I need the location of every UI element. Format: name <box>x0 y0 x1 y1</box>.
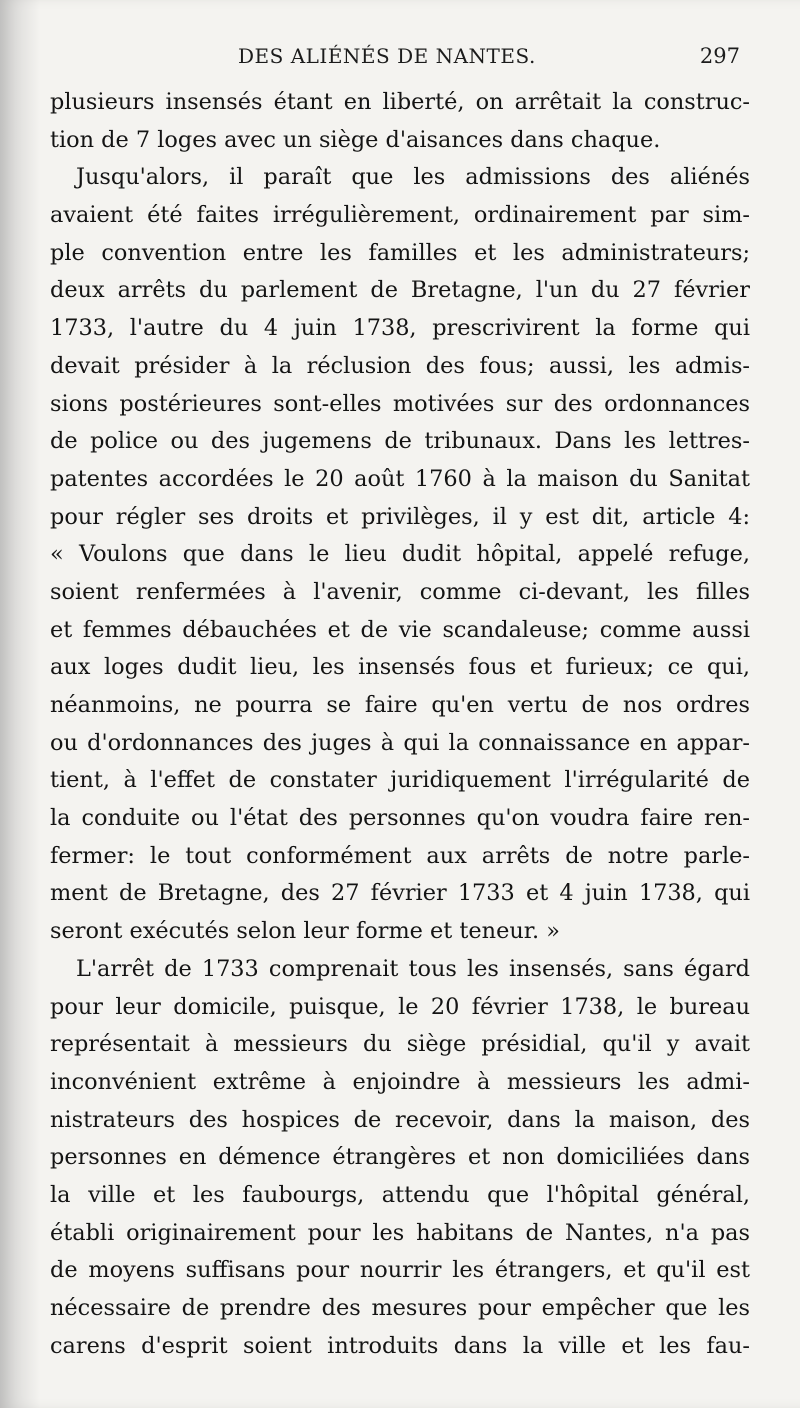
text-line: L'arrêt de 1733 comprenait tous les insensés, sans égard <box>76 955 750 982</box>
paragraph <box>50 159 750 950</box>
text-line: représentait à messieurs du siège présidial, qu'il y avait <box>50 1031 750 1058</box>
text-line: aux loges dudit lieu, les insensés fous et furieux; ce qui, <box>50 654 750 681</box>
text-line: néanmoins, ne pourra se faire qu'en vertu de nos ordres <box>50 692 750 718</box>
page-header <box>50 40 740 80</box>
paragraph <box>50 84 750 159</box>
text-line: soient renfermées à l'avenir, comme ci-devant, les filles <box>50 578 750 605</box>
text-line: pour régler ses droits et privilèges, il y est dit, article 4: <box>50 503 750 530</box>
text-line: carens d'esprit soient introduits dans la ville et les fau- <box>50 1332 750 1359</box>
text-line: 1733, l'autre du 4 juin 1738, prescrivirent la forme qui <box>50 315 750 342</box>
text-line: établi originairement pour les habitans de Nantes, n'a pas <box>50 1219 750 1246</box>
text-line: de police ou des jugemens de tribunaux. Dans les lettres- <box>50 428 750 455</box>
text-line: tion de 7 loges avec un siège d'aisances dans chaque. <box>50 126 661 153</box>
text-line: Jusqu'alors, il paraît que les admissions des aliénés <box>76 164 750 191</box>
page-number: 297 <box>699 44 740 68</box>
text-line: tient, à l'effet de constater juridiquement l'irrégularité de <box>50 767 750 794</box>
text-line: seront exécutés selon leur forme et teneur. » <box>50 918 560 945</box>
text-line: pour leur domicile, puisque, le 20 février 1738, le bureau <box>50 993 750 1020</box>
text-line: ple convention entre les familles et les administrateurs; <box>50 239 750 266</box>
text-line: ou d'ordonnances des juges à qui la connaissance en appar- <box>50 729 750 756</box>
text-line: plusieurs insensés étant en liberté, on arrêtait la construc- <box>50 89 750 115</box>
text-line: inconvénient extrême à enjoindre à messieurs les admi- <box>50 1068 750 1095</box>
text-line: patentes accordées le 20 août 1760 à la maison du Sanitat <box>50 465 750 492</box>
text-line: la conduite ou l'état des personnes qu'on voudra faire ren- <box>50 805 750 832</box>
body-text <box>50 84 750 1365</box>
text-line: sions postérieures sont-elles motivées sur des ordonnances <box>50 390 750 417</box>
text-line: avaient été faites irrégulièrement, ordinairement par sim- <box>50 202 750 229</box>
text-line: ment de Bretagne, des 27 février 1733 et 4 juin 1738, qui <box>50 880 750 907</box>
text-line: deux arrêts du parlement de Bretagne, l'un du 27 février <box>50 277 750 304</box>
text-line: nistrateurs des hospices de recevoir, dans la maison, des <box>50 1106 750 1133</box>
running-head: DES ALIÉNÉS DE NANTES. <box>238 44 536 68</box>
text-line: de moyens suffisans pour nourrir les étrangers, et qu'il est <box>50 1257 750 1284</box>
text-line: la ville et les faubourgs, attendu que l'hôpital général, <box>50 1181 750 1208</box>
text-line: fermer: le tout conformément aux arrêts de notre parle- <box>50 842 750 869</box>
text-line: nécessaire de prendre des mesures pour empêcher que les <box>50 1295 750 1321</box>
text-line: « Voulons que dans le lieu dudit hôpital, appelé refuge, <box>50 541 750 568</box>
text-line: et femmes débauchées et de vie scandaleuse; comme aussi <box>50 616 750 643</box>
paragraph <box>50 951 750 1366</box>
text-line: devait présider à la réclusion des fous; aussi, les admis- <box>50 352 750 379</box>
text-line: personnes en démence étrangères et non domiciliées dans <box>50 1144 750 1171</box>
